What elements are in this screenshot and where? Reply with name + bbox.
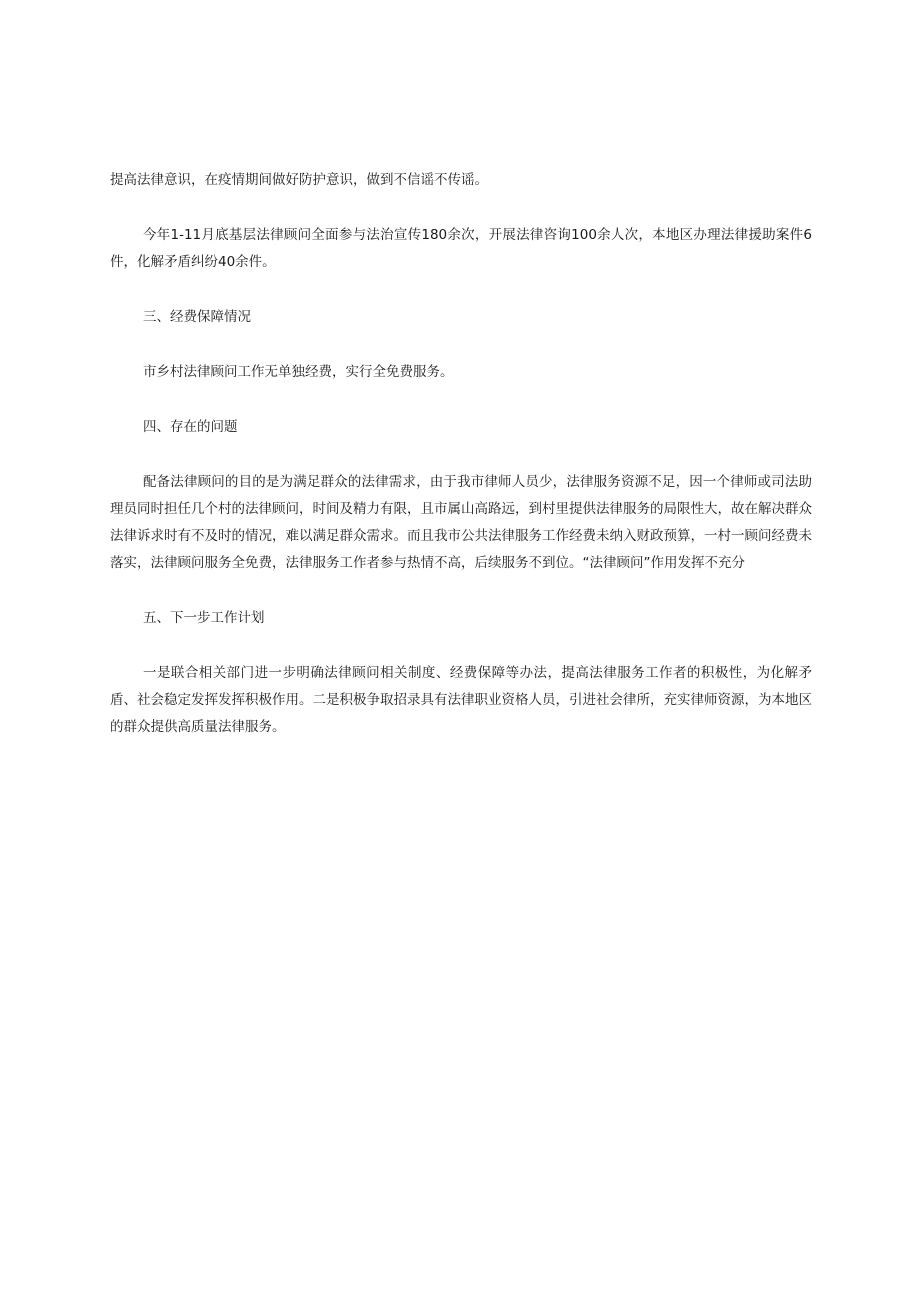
section-heading-funding: 三、经费保障情况 bbox=[143, 309, 251, 325]
paragraph-next-steps: 一是联合相关部门进一步明确法律顾问相关制度、经费保障等办法，提高法律服务工作者的积极性，为化解矛盾、社会稳定发挥发挥积极作用。二是积极争取招录具有法律职业资格人员，引进社会律所，充实律师资源，为本地区的群众提供高质量法律服务。 bbox=[110, 665, 812, 735]
paragraph-funding: 市乡村法律顾问工作无单独经费，实行全免费服务。 bbox=[143, 364, 454, 380]
section-heading-next-steps: 五、下一步工作计划 bbox=[143, 610, 265, 626]
paragraph-awareness: 提高法律意识，在疫情期间做好防护意识，做到不信谣不传谣。 bbox=[110, 172, 488, 188]
document-body bbox=[110, 167, 812, 769]
section-heading-problems: 四、存在的问题 bbox=[143, 419, 238, 435]
paragraph-problems: 配备法律顾问的目的是为满足群众的法律需求，由于我市律师人员少，法律服务资源不足，因一个律师或司法助理员同时担任几个村的法律顾问，时间及精力有限，且市属山高路远，到村里提供法律服务的局限性大，故在解决群众法律诉求时有不及时的情况，难以满足群众需求。而且我市公共法律服务工作经费未纳入财政预算，一村一顾问经费未落实，法律顾问服务全免费，法律服务工作者参与热情不高，后续服务不到位。“法律顾问”作用发挥不充分 bbox=[110, 474, 812, 571]
paragraph-statistics: 今年1-11月底基层法律顾问全面参与法治宣传180余次，开展法律咨询100余人次，本地区办理法律援助案件6件，化解矛盾纠纷40余件。 bbox=[110, 227, 812, 270]
